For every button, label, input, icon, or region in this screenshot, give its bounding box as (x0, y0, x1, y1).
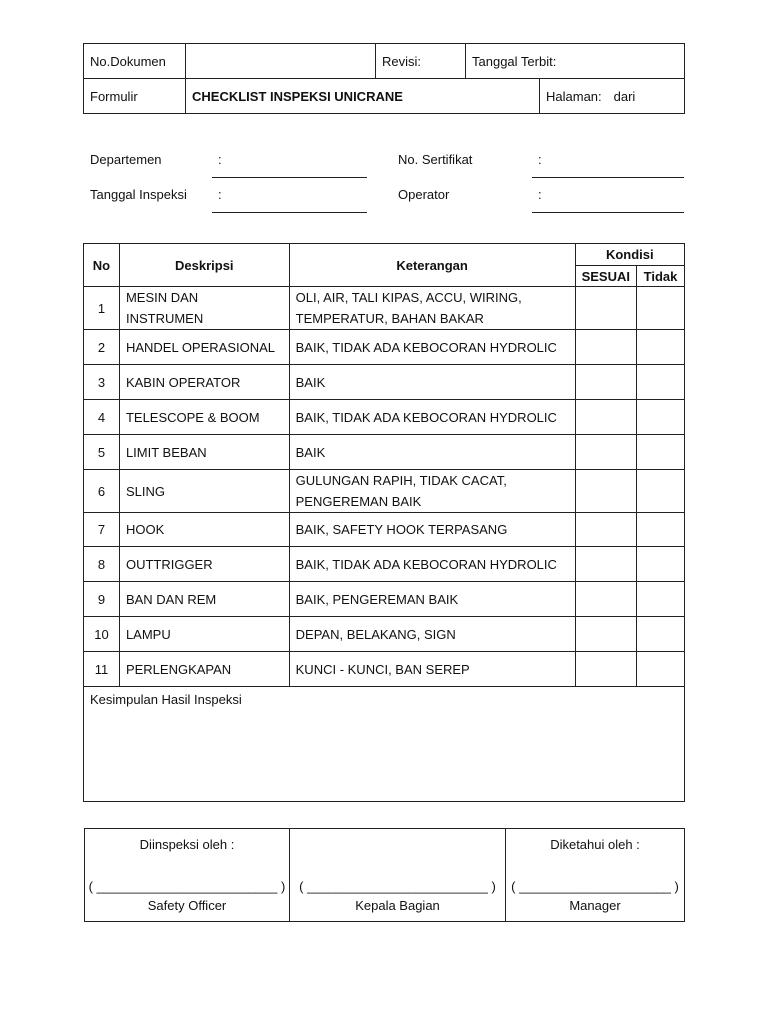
row-pass-cell[interactable] (575, 547, 636, 582)
department-label: Departemen (90, 152, 162, 167)
doc-number-value[interactable] (186, 44, 376, 79)
row-number: 1 (84, 287, 120, 330)
col-header-condition: Kondisi (575, 244, 684, 266)
certificate-label: No. Sertifikat (398, 152, 473, 167)
row-fail-cell[interactable] (636, 470, 684, 513)
revision-label: Revisi: (376, 44, 466, 79)
checklist-table (83, 243, 685, 802)
row-description: HOOK (119, 513, 289, 547)
table-row (84, 547, 685, 582)
role-safety-officer: Safety Officer (147, 898, 227, 913)
table-row (84, 513, 685, 547)
signature-table (84, 828, 685, 922)
row-number: 6 (84, 470, 120, 513)
row-notes: BAIK, TIDAK ADA KEBOCORAN HYDROLIC (289, 547, 575, 582)
conclusion-label: Kesimpulan Hasil Inspeksi (90, 692, 242, 707)
signature-line-3: ( _____________________ ) (511, 879, 679, 894)
role-department-head: Kepala Bagian (355, 898, 440, 913)
signature-inspector[interactable] (85, 829, 290, 922)
row-description: KABIN OPERATOR (119, 365, 289, 400)
row-fail-cell[interactable] (636, 513, 684, 547)
page-of-label: dari (613, 88, 636, 104)
certificate-colon: : (538, 152, 542, 167)
role-manager: Manager (569, 898, 621, 913)
row-description: HANDEL OPERASIONAL (119, 330, 289, 365)
signature-department-head[interactable] (290, 829, 506, 922)
row-fail-cell[interactable] (636, 400, 684, 435)
row-number: 9 (84, 582, 120, 617)
row-description: LAMPU (119, 617, 289, 652)
operator-field[interactable] (532, 212, 684, 213)
row-fail-cell[interactable] (636, 582, 684, 617)
row-description: BAN DAN REM (119, 582, 289, 617)
operator-label: Operator (398, 187, 450, 202)
signature-line-2: ( _________________________ ) (299, 879, 496, 894)
row-description: OUTTRIGGER (119, 547, 289, 582)
table-row (84, 435, 685, 470)
inspected-by-label: Diinspeksi oleh : (139, 837, 235, 852)
row-number: 10 (84, 617, 120, 652)
row-fail-cell[interactable] (636, 435, 684, 470)
row-description: PERLENGKAPAN (119, 652, 289, 687)
doc-number-label: No.Dokumen (84, 44, 186, 79)
row-pass-cell[interactable] (575, 435, 636, 470)
row-description: SLING (119, 470, 289, 513)
col-header-fail: Tidak (636, 266, 684, 287)
table-row (84, 470, 685, 513)
col-header-no: No (84, 244, 120, 287)
row-number: 2 (84, 330, 120, 365)
row-pass-cell[interactable] (575, 617, 636, 652)
row-notes: BAIK (289, 365, 575, 400)
row-pass-cell[interactable] (575, 287, 636, 330)
row-description: MESIN DAN INSTRUMEN (119, 287, 289, 330)
table-row (84, 582, 685, 617)
row-notes: GULUNGAN RAPIH, TIDAK CACAT, PENGEREMAN BAIK (289, 470, 575, 513)
row-fail-cell[interactable] (636, 617, 684, 652)
col-header-notes: Keterangan (289, 244, 575, 287)
col-header-description: Deskripsi (119, 244, 289, 287)
inspection-date-colon: : (218, 187, 222, 202)
department-field[interactable] (212, 177, 367, 178)
signature-manager[interactable] (506, 829, 685, 922)
row-notes: BAIK, SAFETY HOOK TERPASANG (289, 513, 575, 547)
row-fail-cell[interactable] (636, 330, 684, 365)
row-number: 4 (84, 400, 120, 435)
row-pass-cell[interactable] (575, 652, 636, 687)
row-number: 5 (84, 435, 120, 470)
row-pass-cell[interactable] (575, 582, 636, 617)
table-row (84, 365, 685, 400)
row-pass-cell[interactable] (575, 470, 636, 513)
inspection-date-label: Tanggal Inspeksi (90, 187, 187, 202)
row-fail-cell[interactable] (636, 547, 684, 582)
row-pass-cell[interactable] (575, 365, 636, 400)
conclusion-box[interactable] (84, 687, 685, 802)
form-label: Formulir (84, 79, 186, 114)
row-number: 11 (84, 652, 120, 687)
table-row (84, 652, 685, 687)
signature-line-1: ( _________________________ ) (88, 879, 286, 894)
col-header-pass: SESUAI (575, 266, 636, 287)
row-notes: BAIK, TIDAK ADA KEBOCORAN HYDROLIC (289, 400, 575, 435)
table-row (84, 287, 685, 330)
row-notes: BAIK, TIDAK ADA KEBOCORAN HYDROLIC (289, 330, 575, 365)
row-pass-cell[interactable] (575, 513, 636, 547)
operator-colon: : (538, 187, 542, 202)
row-number: 7 (84, 513, 120, 547)
inspection-date-field[interactable] (212, 212, 367, 213)
row-notes: BAIK, PENGEREMAN BAIK (289, 582, 575, 617)
department-colon: : (218, 152, 222, 167)
table-row (84, 330, 685, 365)
issue-date-label: Tanggal Terbit: (466, 44, 685, 79)
acknowledged-by-label: Diketahui oleh : (550, 837, 640, 852)
row-fail-cell[interactable] (636, 652, 684, 687)
row-notes: DEPAN, BELAKANG, SIGN (289, 617, 575, 652)
row-description: LIMIT BEBAN (119, 435, 289, 470)
checklist-body (84, 287, 685, 687)
certificate-field[interactable] (532, 177, 684, 178)
row-pass-cell[interactable] (575, 330, 636, 365)
form-title: CHECKLIST INSPEKSI UNICRANE (186, 79, 540, 114)
row-notes: KUNCI - KUNCI, BAN SEREP (289, 652, 575, 687)
row-number: 3 (84, 365, 120, 400)
row-notes: OLI, AIR, TALI KIPAS, ACCU, WIRING, TEMPERATUR, BAHAN BAKAR (289, 287, 575, 330)
document-header-table (83, 43, 685, 114)
table-row (84, 617, 685, 652)
row-number: 8 (84, 547, 120, 582)
row-description: TELESCOPE & BOOM (119, 400, 289, 435)
row-notes: BAIK (289, 435, 575, 470)
table-row (84, 400, 685, 435)
row-pass-cell[interactable] (575, 400, 636, 435)
row-fail-cell[interactable] (636, 365, 684, 400)
row-fail-cell[interactable] (636, 287, 684, 330)
page-label: Halaman: (546, 88, 602, 104)
page-info (540, 79, 685, 114)
